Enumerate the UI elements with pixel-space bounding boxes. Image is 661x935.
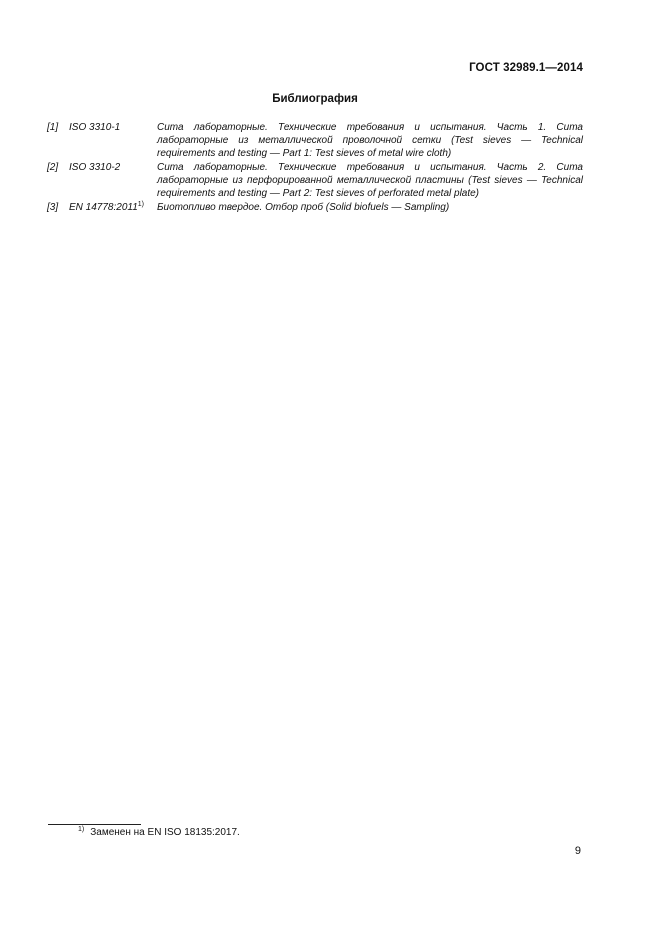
entry-code bbox=[69, 121, 157, 134]
entry-code-text: EN 14778:2011 bbox=[69, 202, 138, 213]
footnote-marker: 1) bbox=[78, 826, 85, 833]
entry-number: [1] bbox=[47, 122, 59, 133]
entry-number: [2] bbox=[47, 162, 59, 173]
entry-title: Сита лабораторные. Технические требования и испытания. Часть 2. Сита лабораторные из перфорированной металлической пластины (Test sieves — Technical requirements and testing — Part 2: Test sieves of perforated metal plate) bbox=[157, 162, 583, 199]
entry-number: [3] bbox=[47, 202, 59, 213]
footnote-text: Заменен на EN ISO 18135:2017. bbox=[90, 827, 240, 838]
entry-code-text: ISO 3310-2 bbox=[69, 162, 121, 173]
section-title: Библиография bbox=[272, 93, 358, 105]
bibliography-entry bbox=[47, 121, 583, 160]
entry-title: Биотопливо твердое. Отбор проб (Solid biofuels — Sampling) bbox=[157, 202, 450, 213]
footnote-separator bbox=[48, 824, 141, 825]
footnote-reference: 1) bbox=[137, 201, 144, 208]
entry-code bbox=[69, 161, 157, 174]
bibliography-entry bbox=[47, 161, 583, 200]
bibliography-list bbox=[47, 121, 583, 215]
footnote bbox=[78, 827, 240, 839]
entry-title: Сита лабораторные. Технические требования и испытания. Часть 1. Сита лабораторные из металлической проволочной сетки (Test sieves — Technical requirements and testing — Part 1: Test sieves of metal wire cloth) bbox=[157, 122, 583, 159]
page-number: 9 bbox=[574, 845, 581, 857]
entry-code bbox=[69, 201, 157, 214]
standard-code-header: ГОСТ 32989.1—2014 bbox=[469, 62, 583, 74]
entry-code-text: ISO 3310-1 bbox=[69, 122, 121, 133]
bibliography-entry bbox=[47, 201, 583, 214]
